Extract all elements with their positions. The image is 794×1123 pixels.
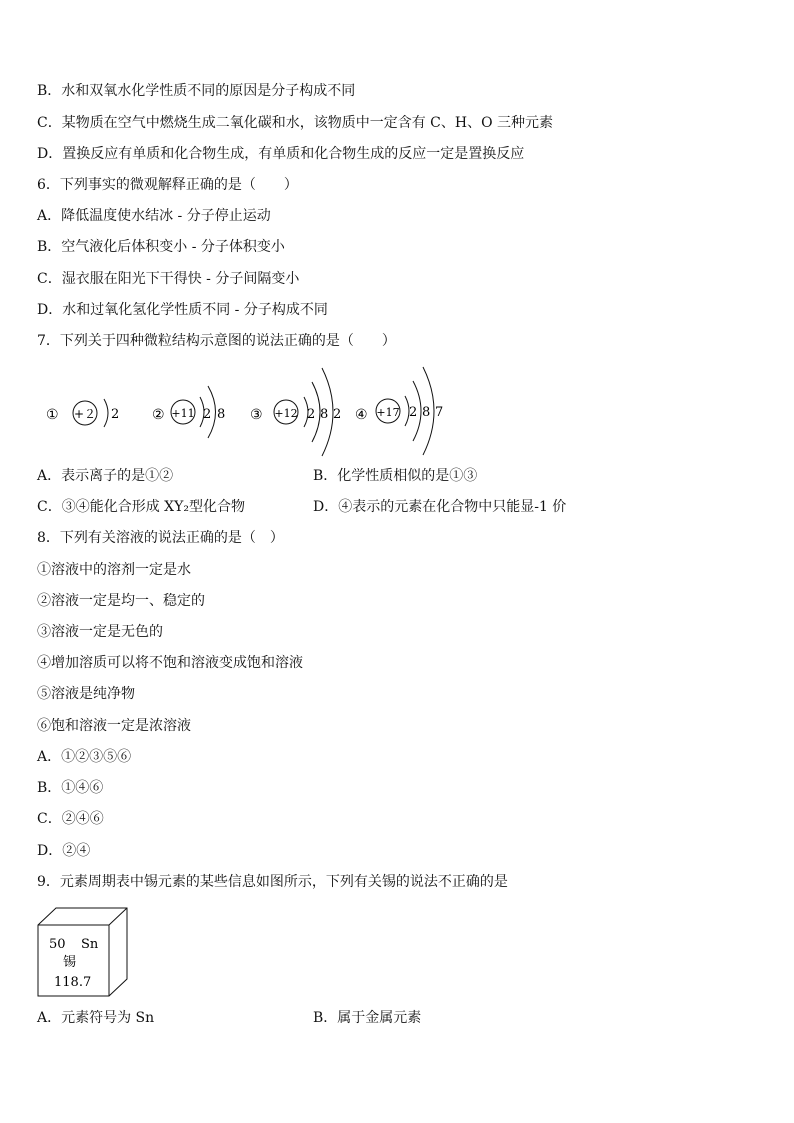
atom-4-shell-2: 8: [422, 405, 431, 420]
q8-option-d: D．②④: [37, 843, 91, 859]
atom-4: [355, 367, 443, 455]
q7-option-b: B．化学性质相似的是①③: [313, 468, 478, 484]
atom-structure-diagrams: [36, 362, 496, 458]
atom-3: [250, 368, 341, 456]
q8-option-a: A．①②③⑤⑥: [37, 749, 132, 765]
atom-4-shell-1: 2: [409, 405, 418, 420]
tin-element-card: [37, 906, 132, 998]
atom-3-shell-3: 2: [333, 407, 342, 422]
q8-option-b: B．①④⑥: [37, 780, 104, 796]
atom-3-shell-2: 8: [320, 407, 329, 422]
q7-option-d: D．④表示的元素在化合物中只能显-1 价: [313, 499, 567, 515]
atom-1-shell-1: 2: [111, 407, 120, 422]
q8-option-c: C．②④⑥: [37, 811, 104, 827]
atom-1-shell-arc-1: [104, 399, 108, 427]
tin-symbol: Sn: [81, 937, 99, 952]
q8-statement-1: ①溶液中的溶剂一定是水: [37, 562, 191, 578]
q6-option-b: B．空气液化后体积变小 - 分子体积变小: [37, 239, 285, 255]
atom-2-shell-1: 2: [203, 407, 212, 422]
tin-name: 锡: [63, 955, 77, 970]
q9-option-b: B．属于金属元素: [313, 1010, 422, 1026]
atom-2: [152, 386, 225, 438]
q7-option-a: A．表示离子的是①②: [37, 468, 174, 484]
q8-statement-3: ③溶液一定是无色的: [37, 624, 163, 640]
atom-2-shell-2: 8: [217, 407, 226, 422]
q8-statement-4: ④增加溶质可以将不饱和溶液变成饱和溶液: [37, 655, 303, 671]
atom-3-nucleus-charge: +12: [274, 407, 298, 420]
q5-option-b: B．水和双氧水化学性质不同的原因是分子构成不同: [37, 83, 356, 99]
tin-atomic-number: 50: [49, 937, 66, 952]
tin-atomic-mass: 118.7: [54, 975, 92, 990]
q8-statement-6: ⑥饱和溶液一定是浓溶液: [37, 718, 191, 734]
atom-1-label: ①: [46, 407, 59, 423]
atom-1-nucleus-charge: +２: [73, 407, 97, 421]
q8-statement-5: ⑤溶液是纯净物: [37, 686, 135, 702]
atom-4-shell-3: 7: [435, 405, 444, 420]
q5-option-c: C．某物质在空气中燃烧生成二氧化碳和水，该物质中一定含有 C、H、O 三种元素: [37, 115, 554, 131]
atom-2-nucleus-charge: +11: [171, 407, 195, 420]
q7-option-c: C．③④能化合形成 XY₂型化合物: [37, 499, 245, 515]
question-7: 7．下列关于四种微粒结构示意图的说法正确的是（ ）: [37, 333, 396, 349]
question-8: 8．下列有关溶液的说法正确的是（ ）: [37, 530, 284, 546]
q6-option-a: A．降低温度使水结冰 - 分子停止运动: [37, 208, 271, 224]
atom-2-label: ②: [152, 407, 165, 423]
atom-1: [46, 399, 119, 427]
atom-4-nucleus-charge: +17: [376, 406, 400, 419]
atom-3-shell-1: 2: [307, 407, 316, 422]
q8-statement-2: ②溶液一定是均一、稳定的: [37, 593, 205, 609]
q6-option-c: C．湿衣服在阳光下干得快 - 分子间隔变小: [37, 271, 300, 287]
atom-4-label: ④: [355, 407, 368, 423]
question-6: 6．下列事实的微观解释正确的是（ ）: [37, 177, 298, 193]
q9-option-a: A．元素符号为 Sn: [37, 1010, 155, 1026]
q6-option-d: D．水和过氧化氢化学性质不同 - 分子构成不同: [37, 302, 328, 318]
atom-3-label: ③: [250, 407, 263, 423]
q5-option-d: D．置换反应有单质和化合物生成，有单质和化合物生成的反应一定是置换反应: [37, 146, 525, 162]
question-9: 9．元素周期表中锡元素的某些信息如图所示，下列有关锡的说法不正确的是: [37, 874, 508, 890]
